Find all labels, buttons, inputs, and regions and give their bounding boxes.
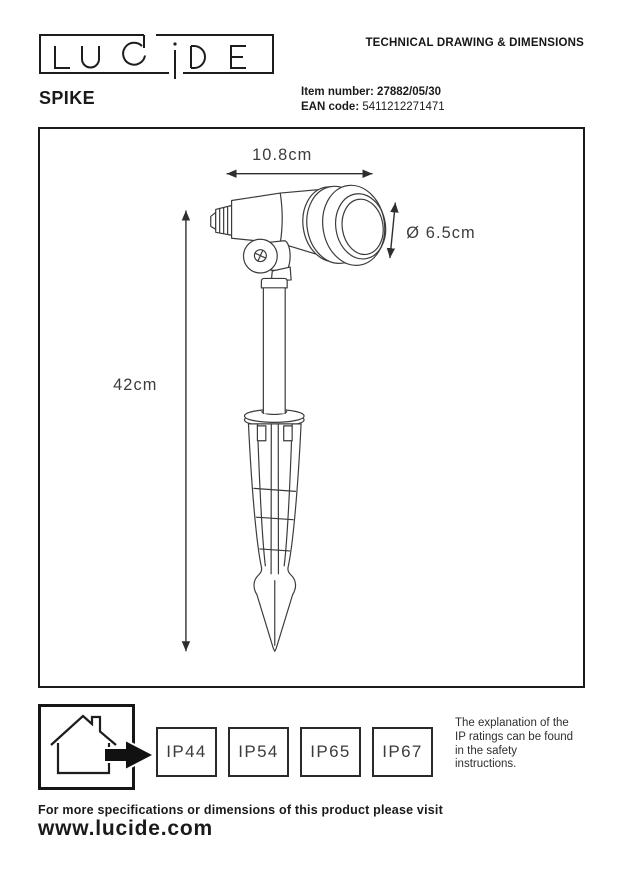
spike-assembly xyxy=(244,239,305,651)
product-codes xyxy=(301,85,445,115)
drawing-frame xyxy=(38,127,585,688)
diameter-dimension-arrow xyxy=(390,203,395,259)
logo-letter-d xyxy=(191,46,205,68)
ean-row xyxy=(301,100,445,115)
outdoor-use-icon xyxy=(38,704,173,790)
spotlight-head xyxy=(211,181,391,270)
logo-letter-c xyxy=(123,35,145,65)
item-number-value: 27882/05/30 xyxy=(377,86,441,98)
ip-note-line: in the safety xyxy=(455,744,518,757)
logo-letter-u xyxy=(82,46,99,68)
ip-rating-box-67: IP67 xyxy=(372,727,433,777)
ip-note-line: The explanation of the xyxy=(455,717,569,729)
ean-value: 5411212271471 xyxy=(362,101,445,113)
outdoor-arrow-icon xyxy=(105,742,152,769)
ip-ratings-note xyxy=(455,717,590,772)
ip-rating-box-65: IP65 xyxy=(300,727,361,777)
height-dimension-label: 42cm xyxy=(113,376,158,395)
ip-rating-box-44: IP44 xyxy=(156,727,217,777)
logo-letter-e xyxy=(231,46,246,68)
item-number-label: Item number: xyxy=(301,86,374,98)
ean-label: EAN code: xyxy=(301,101,360,113)
logo-box xyxy=(40,35,273,79)
product-name: SPIKE xyxy=(39,88,96,108)
house-icon xyxy=(51,716,116,773)
rear-cap-tip xyxy=(211,212,216,229)
footer-note: For more specifications or dimensions of this product please visit xyxy=(38,803,443,817)
website-url: www.lucide.com xyxy=(38,817,213,840)
stem-collar xyxy=(261,278,287,287)
ip-rating-box-54: IP54 xyxy=(228,727,289,777)
ip-note-line: instructions. xyxy=(455,758,517,771)
item-number-row xyxy=(301,85,445,100)
width-dimension-label: 10.8cm xyxy=(252,145,313,164)
document-title: TECHNICAL DRAWING & DIMENSIONS xyxy=(365,37,584,49)
product-drawing xyxy=(40,129,583,686)
logo-letter-l xyxy=(55,46,70,68)
lucide-logo xyxy=(36,31,277,81)
diameter-dimension-label: Ø 6.5cm xyxy=(406,224,476,243)
ip-note-line: IP ratings can be found xyxy=(455,730,574,743)
